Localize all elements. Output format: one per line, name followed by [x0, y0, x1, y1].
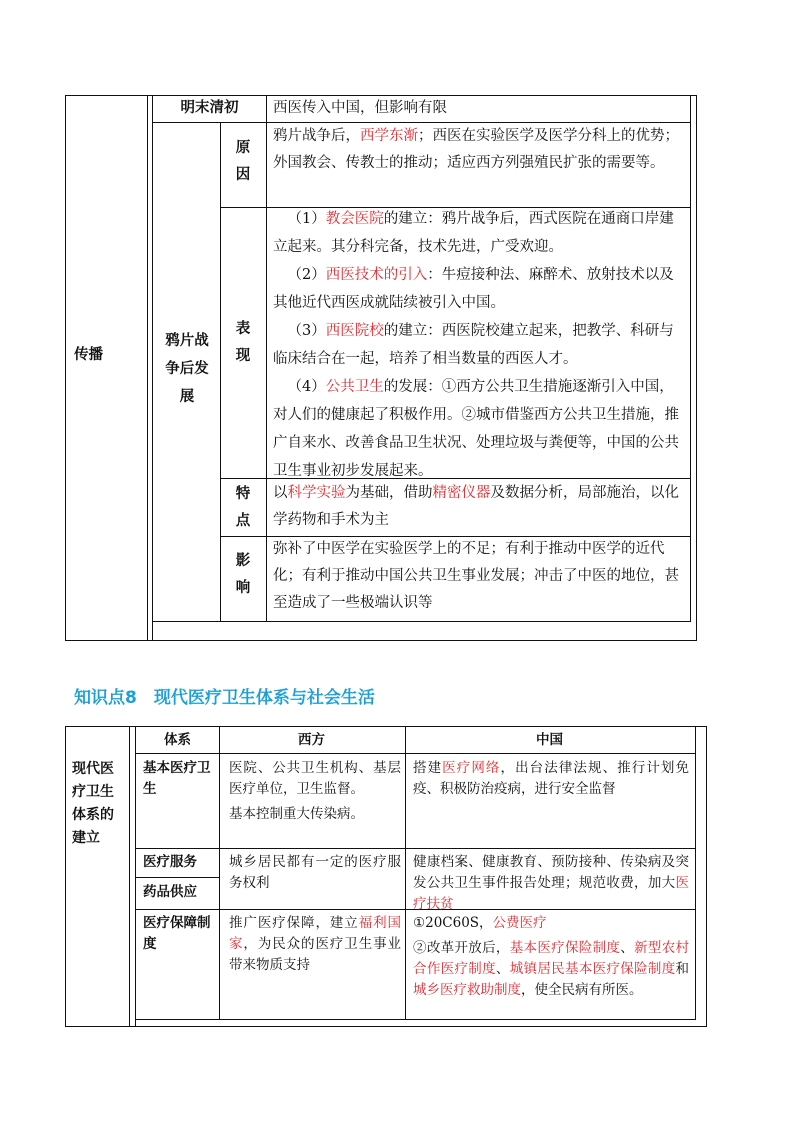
row-security-west: 推广医疗保障，建立福利国家，为民众的医疗卫生事业带来物质支持	[229, 915, 402, 973]
section-title: 知识点8 现代医疗卫生体系与社会生活	[74, 688, 375, 708]
row-service-west: 城乡居民都有一定的医疗服务权利	[229, 854, 401, 891]
row-basic-label: 基本医疗卫生	[143, 760, 211, 797]
row-basic-west-a: 医院、公共卫生机构、基层医疗单位，卫生监督。	[229, 760, 401, 797]
feature-label: 特点	[235, 486, 251, 529]
header-system: 体系	[164, 732, 191, 748]
row-basic-west	[229, 758, 401, 825]
row-drug-label: 药品供应	[143, 884, 197, 900]
row-ming-text: 西医传入中国，但影响有限	[273, 100, 447, 116]
row-security-china-1: ①20C60S，公费医疗	[413, 915, 547, 931]
header-west: 西方	[298, 732, 325, 748]
row-service-label: 医疗服务	[143, 854, 197, 870]
row-ming-label: 明末清初	[180, 100, 239, 116]
header-china: 中国	[536, 732, 563, 748]
row-basic-china: 搭建医疗网络，出台法律法规、推行计划免疫、积极防治疫病，进行安全监督	[413, 760, 690, 797]
performance-item-2: （2）西医技术的引入：牛痘接种法、麻醉术、放射技术以及其他近代西医成就陆续被引入中国。	[273, 267, 674, 311]
feature-text: 以科学实验为基础，借助精密仪器及数据分析，局部施治，以化学药物和手术为主	[273, 485, 679, 528]
row-service-china: 健康档案、健康教育、预防接种、传染病及突发公共卫生事件报告处理；规范收费，加大医疗扶贫	[413, 854, 689, 912]
influence-label: 影响	[235, 553, 251, 596]
cause-label: 原因	[235, 140, 251, 183]
row-basic-west-b: 基本控制重大传染病。	[229, 806, 364, 822]
row-security-china	[413, 913, 689, 1001]
performance-item-4: （4）公共卫生的发展：①西方公共卫生措施逐渐引入中国，对人们的健康起了积极作用。②城市借鉴西方公共卫生措施，推广自来水、改善食品卫生状况、处理垃圾与粪便等，中国的公共卫生事业初步发展起来。	[273, 379, 679, 479]
performance-label: 表现	[235, 321, 251, 364]
table1-category: 传播	[74, 347, 103, 363]
performance-item-3: （3）西医院校的建立：西医院校建立起来，把教学、科研与临床结合在一起，培养了相当数量的西医人才。	[273, 323, 674, 367]
group-label: 鸦片战争后发展	[165, 333, 209, 405]
performance-item-1: （1）教会医院的建立：鸦片战争后，西式医院在通商口岸建立起来。其分科完备，技术先进，广受欢迎。	[273, 211, 674, 255]
influence-text: 弥补了中医学在实验医学上的不足；有利于推动中医学的近代化；有利于推动中国公共卫生事业发展；冲击了中医的地位，甚至造成了一些极端认识等	[273, 541, 679, 611]
row-security-china-2: ②改革开放后，基本医疗保险制度、新型农村合作医疗制度、城镇居民基本医疗保险制度和城乡医疗救助制度，使全民病有所医。	[413, 940, 690, 998]
cause-text: 鸦片战争后，西学东渐；西医在实验医学及医学分科上的优势；外国教会、传教士的推动；适应西方列强殖民扩张的需要等。	[273, 128, 679, 171]
table2-category: 现代医疗卫生体系的建立	[72, 761, 114, 846]
row-security-label: 医疗保障制度	[143, 915, 211, 952]
performance-text	[273, 205, 685, 485]
